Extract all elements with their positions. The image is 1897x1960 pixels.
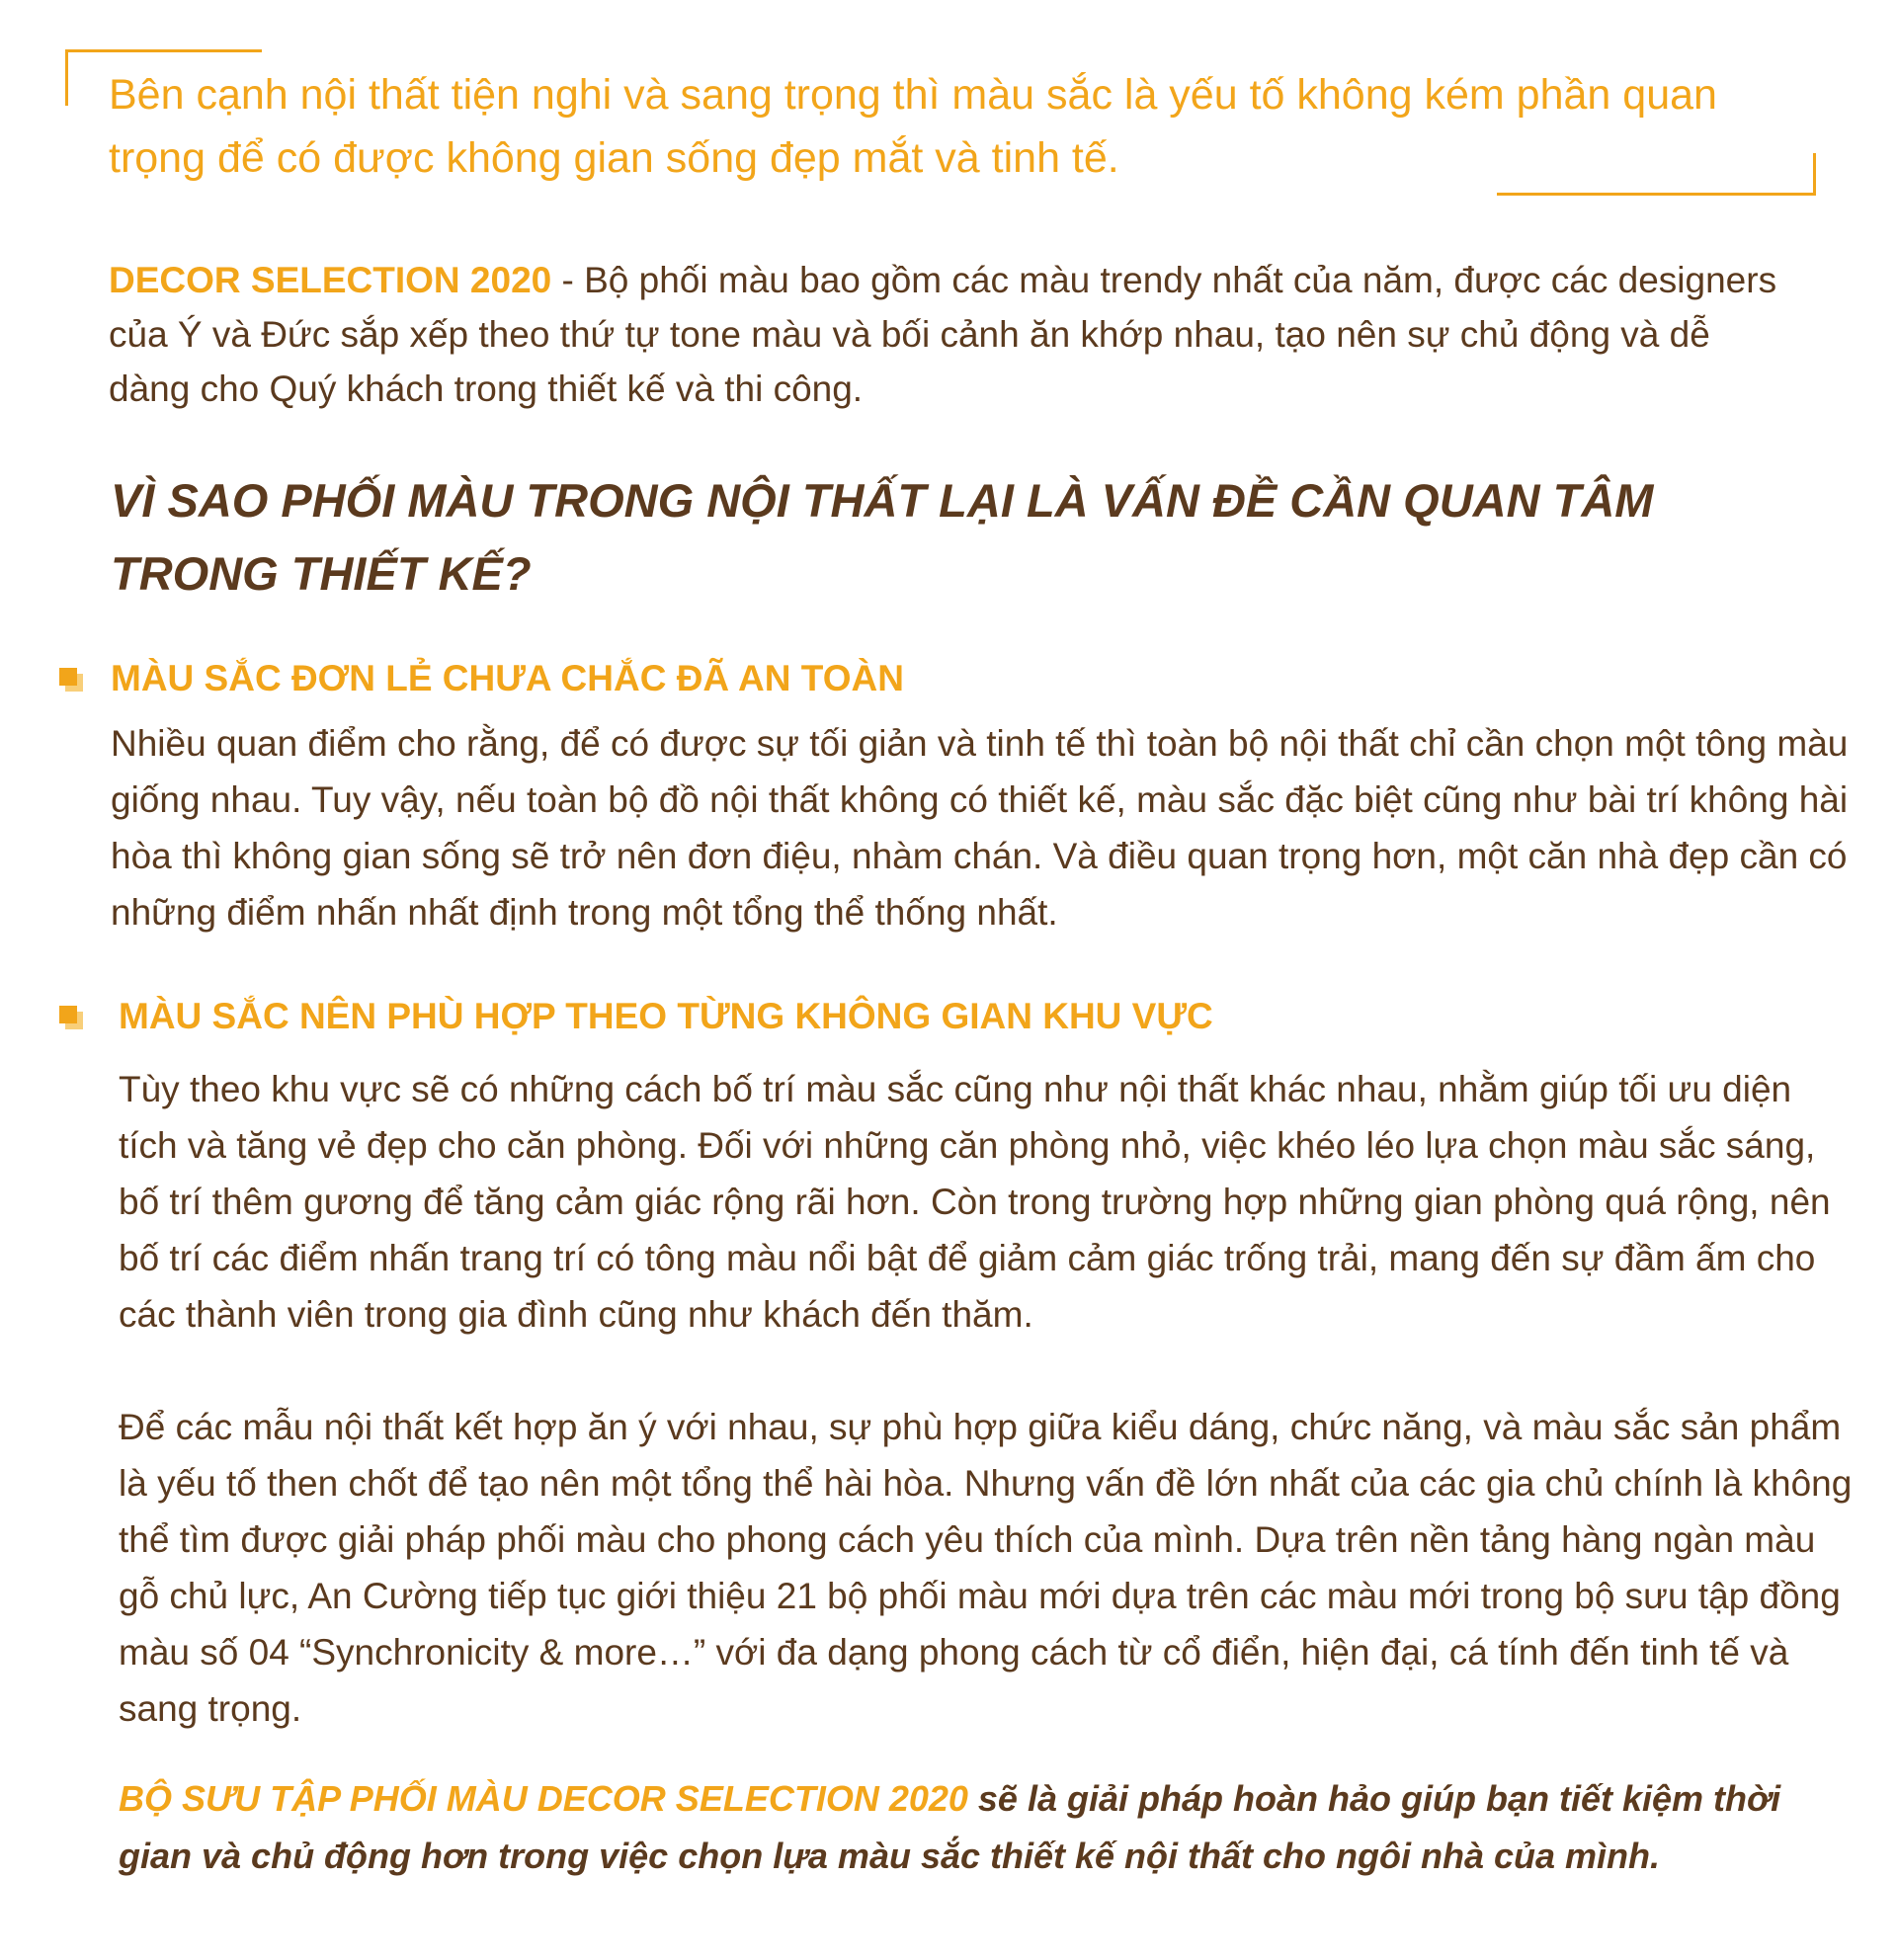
- quote-block: [65, 49, 1816, 196]
- section-paragraph: Tùy theo khu vực sẽ có những cách bố trí màu sắc cũng như nội thất khác nhau, nhằm giúp tối ưu diện tích và tăng vẻ đẹp cho căn phòng. Đối với những căn phòng nhỏ, việc khéo léo lựa chọn màu sắc sáng, bố trí thêm gương để tăng cảm giác rộng rãi hơn. Còn trong trường hợp những gian phòng quá rộng, nên bố trí các điểm nhấn trang trí có tông màu nổi bật để giảm cảm giác trống trải, mang đến sự đầm ấm cho các thành viên trong gia đình cũng như khách đến thăm.: [119, 1069, 1831, 1335]
- intro-brand: DECOR SELECTION 2020: [109, 260, 552, 300]
- closing-text: sẽ là giải pháp hoàn hảo giúp bạn tiết kiệm thời gian và chủ động hơn trong việc chọn lựa màu sắc thiết kế nội thất cho ngôi nhà của mình.: [119, 1778, 1781, 1876]
- section-colors-by-space: [59, 994, 1853, 1729]
- intro-paragraph: [109, 253, 1788, 416]
- section-title-text: MÀU SẮC ĐƠN LẺ CHƯA CHẮC ĐÃ AN TOÀN: [111, 658, 904, 698]
- section-title-text: MÀU SẮC NÊN PHÙ HỢP THEO TỪNG KHÔNG GIAN KHU VỰC: [119, 996, 1213, 1036]
- square-bullet-icon: [59, 1006, 83, 1029]
- square-bullet-icon: [59, 668, 83, 692]
- section-paragraph: Để các mẫu nội thất kết hợp ăn ý với nhau, sự phù hợp giữa kiểu dáng, chức năng, và màu sắc sản phẩm là yếu tố then chốt để tạo nên một tổng thể hài hòa. Nhưng vấn đề lớn nhất của các gia chủ chính là không thể tìm được giải pháp phối màu cho phong cách yêu thích của mình. Dựa trên nền tảng hàng ngàn màu gỗ chủ lực, An Cường tiếp tục giới thiệu 21 bộ phối màu mới dựa trên các màu mới trong bộ sưu tập đồng màu số 04 “Synchronicity & more…” với đa dạng phong cách từ cổ điển, hiện đại, cá tính đến tinh tế và sang trọng.: [119, 1407, 1853, 1729]
- quote-text: Bên cạnh nội thất tiện nghi và sang trọng thì màu sắc là yếu tố không kém phần quan trọng để có được không gian sống đẹp mắt và tinh tế.: [109, 71, 1717, 182]
- section-single-colors: [59, 656, 1849, 933]
- closing-paragraph: [119, 1770, 1818, 1885]
- closing-brand: BỘ SƯU TẬP PHỐI MÀU DECOR SELECTION 2020: [119, 1778, 968, 1819]
- main-heading: VÌ SAO PHỐI MÀU TRONG NỘI THẤT LẠI LÀ VẤN ĐỀ CẦN QUAN TÂM TRONG THIẾT KẾ?: [111, 474, 1654, 600]
- section-title: [59, 656, 1798, 701]
- intro-text: - Bộ phối màu bao gồm các màu trendy nhất của năm, được các designers của Ý và Đức sắp xếp theo thứ tự tone màu và bối cảnh ăn khớp nhau, tạo nên sự chủ động và dễ dàng cho Quý khách trong thiết kế và thi công.: [109, 260, 1777, 409]
- section-paragraph: Nhiều quan điểm cho rằng, để có được sự tối giản và tinh tế thì toàn bộ nội thất chỉ cần chọn một tông màu giống nhau. Tuy vậy, nếu toàn bộ đồ nội thất không có thiết kế, màu sắc đặc biệt cũng như bài trí không hài hòa thì không gian sống sẽ trở nên đơn điệu, nhàm chán. Và điều quan trọng hơn, một căn nhà đẹp cần có những điểm nhấn nhất định trong một tổng thể thống nhất.: [111, 723, 1849, 933]
- section-title: [59, 994, 1798, 1039]
